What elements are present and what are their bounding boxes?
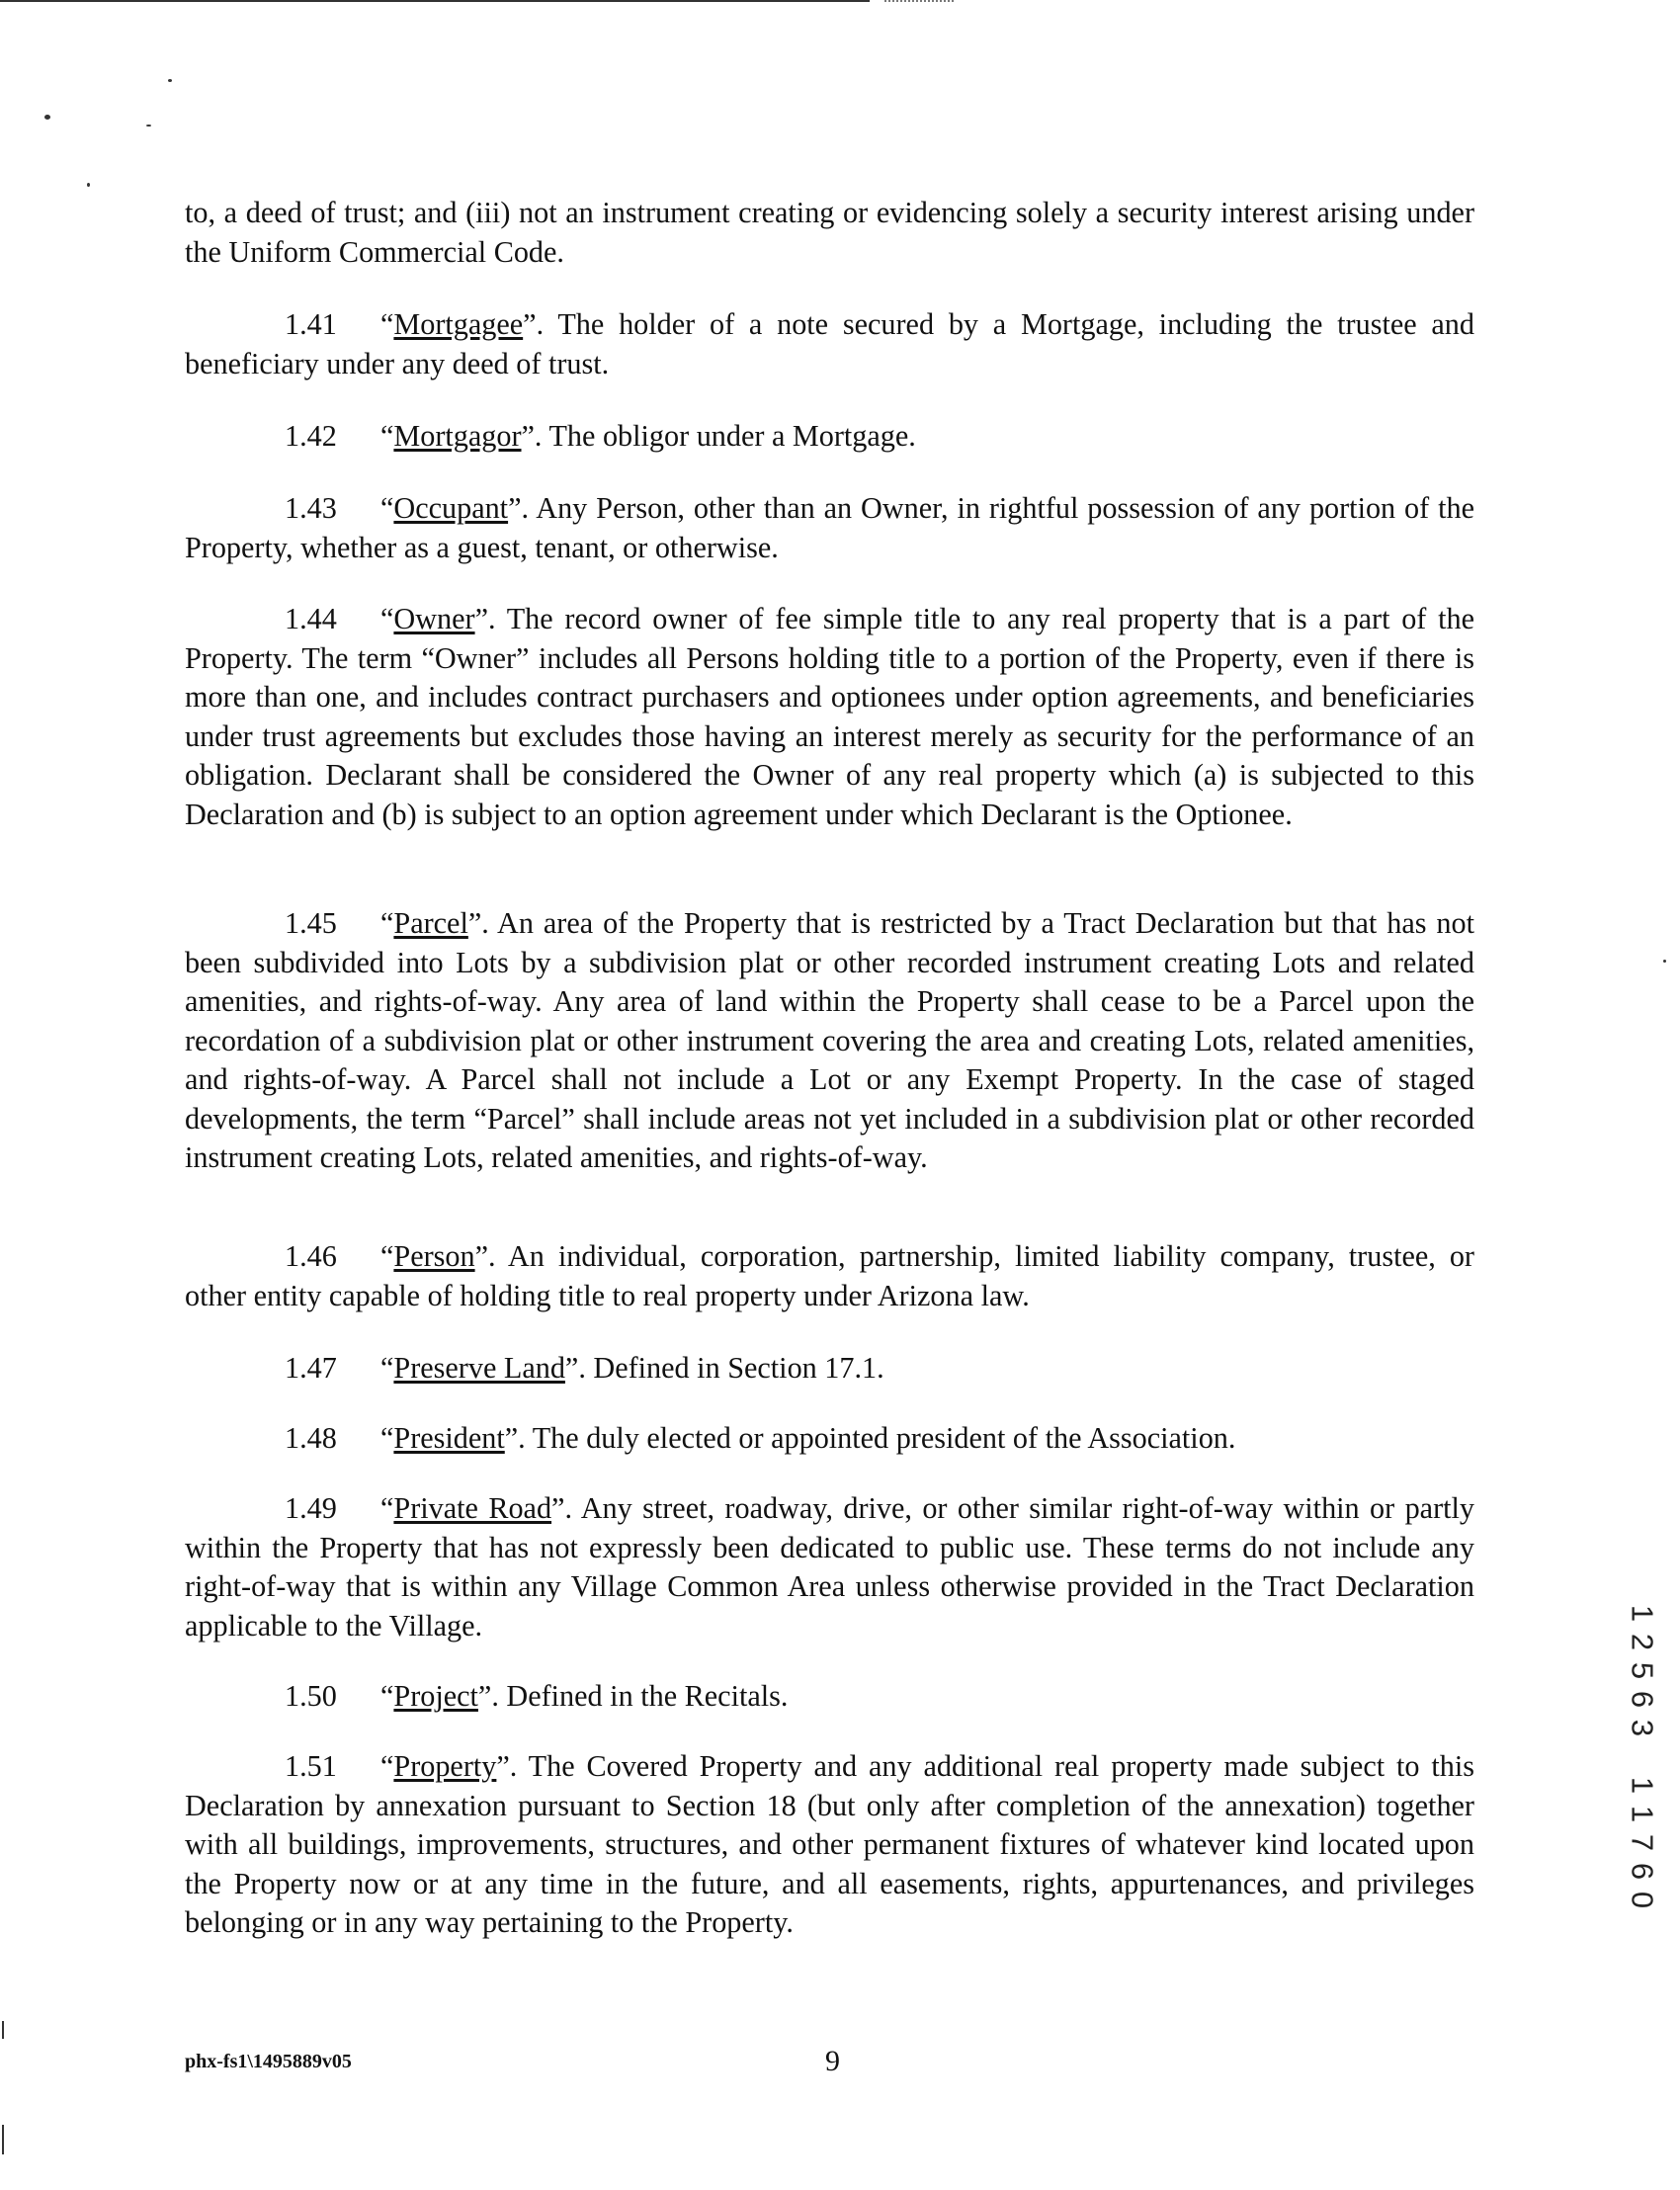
scan-left-edge-mark — [2, 2125, 4, 2154]
stamp-char: 6 — [1625, 1862, 1660, 1881]
stamp-char: 5 — [1625, 1661, 1660, 1680]
definition-1-50 — [185, 1677, 788, 1717]
open-quote: “ — [380, 491, 394, 525]
section-number: 1.46 — [285, 1239, 337, 1273]
defined-term: Private Road — [393, 1491, 552, 1525]
definition-text: ”. The holder of a note secured by a Mortgage, including the trustee and beneficiary under any deed of trust. — [185, 307, 1474, 380]
open-quote: “ — [380, 307, 394, 341]
definition-1-44 — [185, 600, 1474, 834]
definition-text: ”. Defined in the Recitals. — [477, 1679, 789, 1713]
definition-1-51 — [185, 1747, 1474, 1943]
definition-text: ”. Any Person, other than an Owner, in rightful possession of any portion of the Property, whether as a guest, tenant, or otherwise. — [185, 491, 1474, 564]
definition-1-43 — [185, 489, 1474, 567]
section-number: 1.41 — [285, 307, 337, 341]
defined-term: Owner — [393, 602, 475, 635]
defined-term: Parcel — [393, 906, 468, 940]
definition-1-45 — [185, 904, 1474, 1178]
stamp-char: 3 — [1625, 1719, 1660, 1737]
section-number: 1.48 — [285, 1421, 337, 1455]
paragraph-text: to, a deed of trust; and (iii) not an instrument creating or evidencing solely a security interest arising under the Uniform Commercial Code. — [185, 196, 1474, 269]
stamp-char: 2 — [1625, 1633, 1660, 1651]
definition-text: ”. The Covered Property and any additional real property made subject to this Declaration by annexation pursuant to Section 18 (but only after completion of the annexation) together with all buildings, improvements, structures, and other permanent fixtures of whatever kind located upon the Property now or at any time in the future, and all easements, rights, appurtenances, and privileges belonging or in any way pertaining to the Property. — [185, 1749, 1474, 1939]
scan-left-edge-mark — [2, 2021, 4, 2039]
definition-text: ”. Defined in Section 17.1. — [564, 1351, 884, 1385]
section-number: 1.50 — [285, 1679, 337, 1713]
defined-term: Person — [393, 1239, 475, 1273]
stamp-char: 6 — [1625, 1690, 1660, 1709]
scan-speck — [1663, 960, 1666, 963]
paragraph-continuation — [185, 194, 1474, 272]
stamp-char: 1 — [1625, 1805, 1660, 1823]
stamp-char: 7 — [1625, 1833, 1660, 1852]
scan-speck — [87, 183, 90, 187]
stamp-char: 0 — [1625, 1891, 1660, 1909]
open-quote: “ — [380, 1749, 394, 1783]
definition-text: ”. Any street, roadway, drive, or other similar right-of-way within or partly within the Property that has not expressly been dedicated to public use. These terms do not include any right-of-way that is within any Village Common Area unless otherwise provided in the Tract Declaration applicable to the Village. — [185, 1491, 1475, 1642]
open-quote: “ — [380, 1491, 394, 1525]
section-number: 1.44 — [285, 602, 337, 635]
section-number: 1.49 — [285, 1491, 337, 1525]
section-number: 1.47 — [285, 1351, 337, 1385]
scan-top-rule-dash — [884, 0, 954, 2]
scan-top-rule — [0, 0, 870, 2]
recording-stamp — [1626, 1599, 1659, 1914]
definition-1-42 — [185, 417, 916, 457]
definition-text: ”. The obligor under a Mortgage. — [521, 419, 916, 453]
open-quote: “ — [380, 1351, 394, 1385]
definition-text: ”. The record owner of fee simple title to any real property that is a part of the Property. The term “Owner” includes all Persons holding title to a portion of the Property, even if there is more than one, and includes contract purchasers and optionees under option agreements, and beneficiaries under trust agreements but excludes those having an interest merely as security for the performance of an obligation. Declarant shall be considered the Owner of any real property which (a) is subjected to this Declaration and (b) is subject to an option agreement under which Declarant is the Optionee. — [185, 602, 1474, 831]
scan-speck — [44, 115, 50, 120]
stamp-char: 1 — [1625, 1776, 1660, 1795]
definition-1-41 — [185, 305, 1474, 383]
section-number: 1.51 — [285, 1749, 337, 1783]
open-quote: “ — [380, 1679, 394, 1713]
open-quote: “ — [380, 602, 394, 635]
scan-speck — [168, 79, 172, 82]
scan-speck — [146, 125, 151, 126]
defined-term: Preserve Land — [393, 1351, 565, 1385]
open-quote: “ — [380, 419, 394, 453]
defined-term: President — [393, 1421, 505, 1455]
defined-term: Project — [393, 1679, 478, 1713]
defined-term: Property — [393, 1749, 497, 1783]
defined-term: Mortgagee — [393, 307, 524, 341]
section-number: 1.43 — [285, 491, 337, 525]
section-number: 1.45 — [285, 906, 337, 940]
definition-1-49 — [185, 1489, 1474, 1645]
open-quote: “ — [380, 1421, 394, 1455]
stamp-char: 1 — [1625, 1604, 1660, 1623]
section-number: 1.42 — [285, 419, 337, 453]
open-quote: “ — [380, 1239, 394, 1273]
open-quote: “ — [380, 906, 394, 940]
definition-text: ”. An individual, corporation, partnership, limited liability company, trustee, or other entity capable of holding title to real property under Arizona law. — [185, 1239, 1474, 1312]
definition-1-48 — [185, 1419, 1235, 1459]
defined-term: Occupant — [393, 491, 509, 525]
page-number: 9 — [825, 2045, 840, 2077]
definition-1-46 — [185, 1237, 1474, 1315]
definition-1-47 — [185, 1349, 884, 1389]
footer-doc-id: phx-fs1\1495889v05 — [185, 2051, 352, 2072]
definition-text: ”. The duly elected or appointed president of the Association. — [504, 1421, 1236, 1455]
definition-text: ”. An area of the Property that is restricted by a Tract Declaration but that has not been subdivided into Lots by a subdivision plat or other recorded instrument creating Lots and related amenities, and rights-of-way. Any area of land within the Property shall cease to be a Parcel upon the recordation of a subdivision plat or other instrument covering the area and creating Lots, related amenities, and rights-of-way. A Parcel shall not include a Lot or any Exempt Property. In the case of staged developments, the term “Parcel” shall include areas not yet included in a subdivision plat or other recorded instrument creating Lots, related amenities, and rights-of-way. — [185, 906, 1474, 1174]
defined-term: Mortgagor — [393, 419, 522, 453]
